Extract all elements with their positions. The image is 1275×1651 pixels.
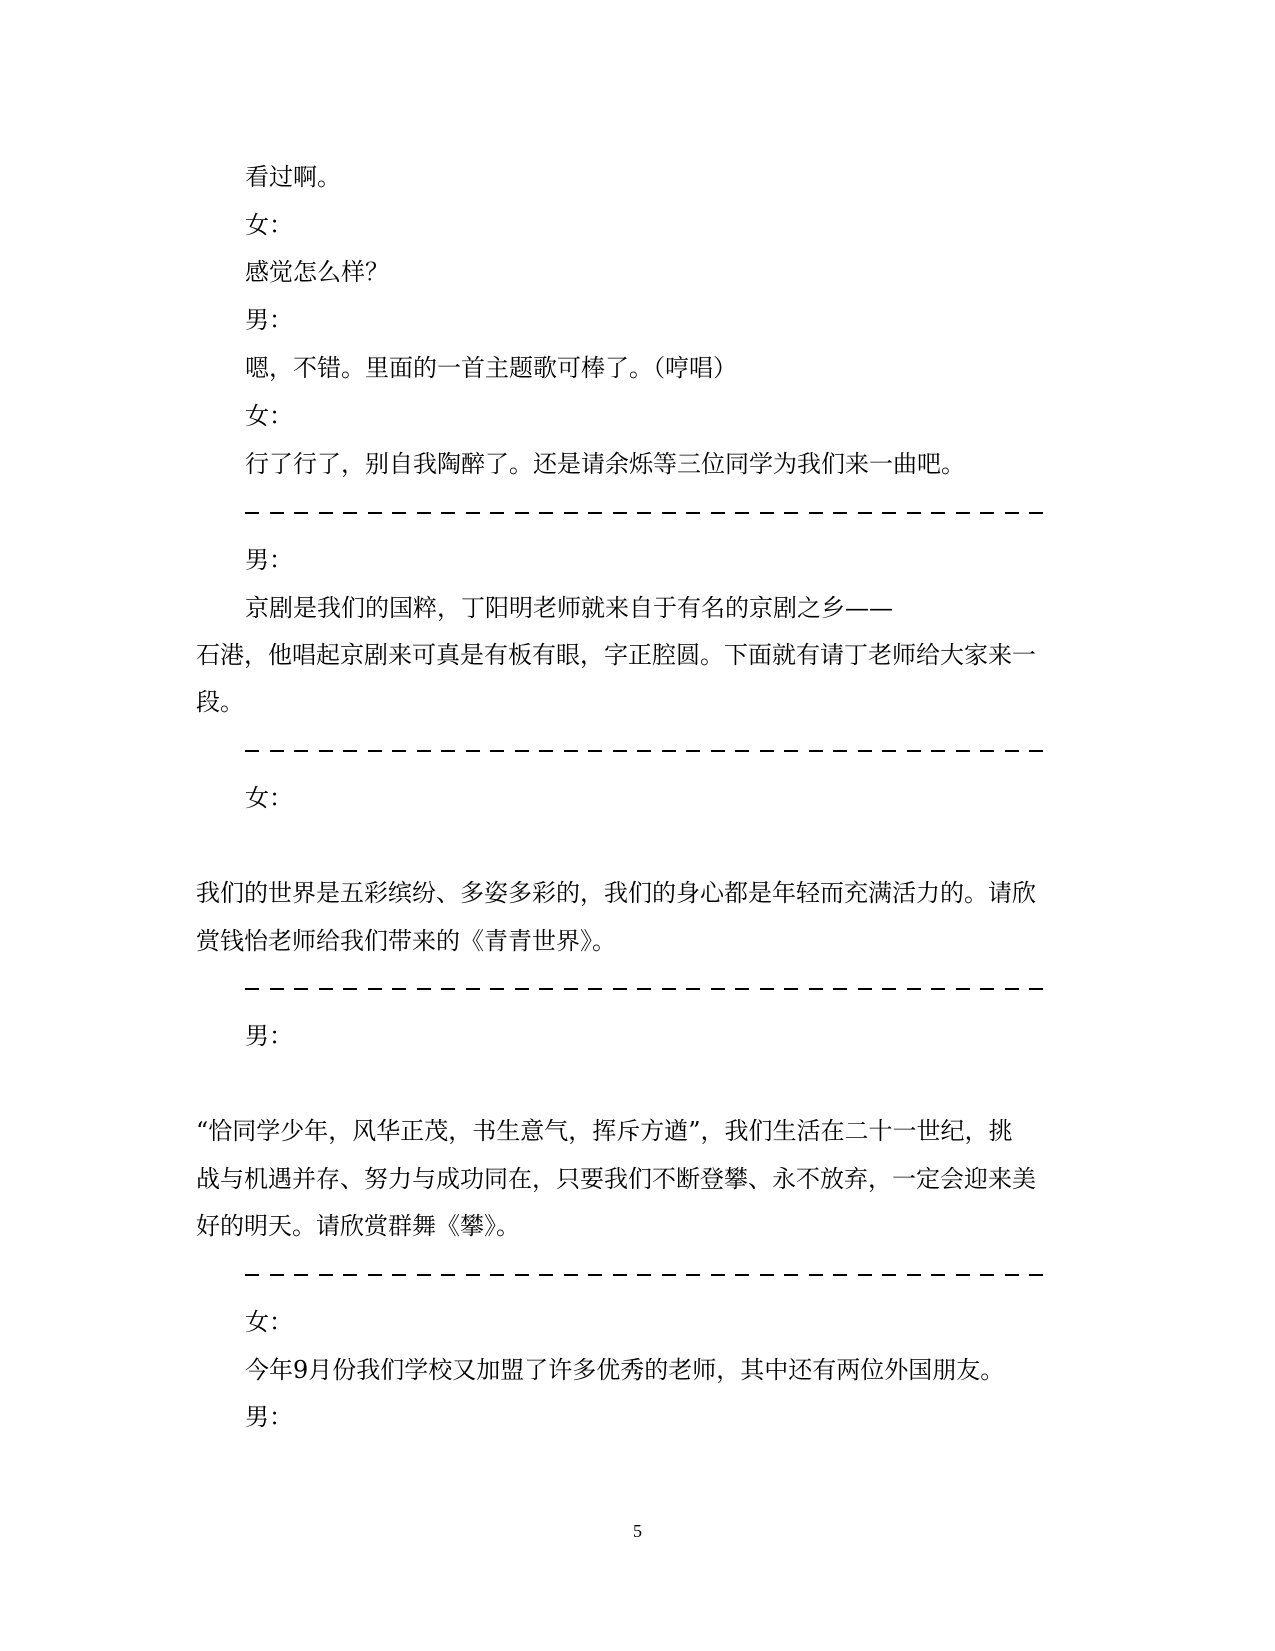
- divider-dash: [760, 512, 774, 514]
- page-number: 5: [633, 1521, 642, 1541]
- divider-dash: [882, 750, 896, 752]
- divider-dash: [515, 512, 529, 514]
- divider-dash: [662, 750, 676, 752]
- divider-dash: [368, 512, 382, 514]
- text-line: 好的明天。请欣赏群舞《攀》。: [196, 1212, 520, 1240]
- divider-dash: [931, 512, 945, 514]
- speaker-label: 男：: [245, 546, 293, 574]
- speaker-label: 女：: [245, 211, 293, 239]
- divider-dash: [368, 1274, 382, 1276]
- divider-dash: [907, 750, 921, 752]
- divider-dash: [270, 988, 284, 990]
- divider-dash: [809, 512, 823, 514]
- divider-dash: [294, 1274, 308, 1276]
- divider-dash: [907, 512, 921, 514]
- divider-dash: [760, 750, 774, 752]
- text-line: 赏钱怡老师给我们带来的《青青世界》。: [196, 927, 616, 955]
- divider-dash: [735, 1274, 749, 1276]
- divider-dash: [441, 1274, 455, 1276]
- divider-dash: [882, 1274, 896, 1276]
- divider-dash: [294, 512, 308, 514]
- divider-dash: [319, 512, 333, 514]
- divider-dash: [956, 988, 970, 990]
- speaker-label: 女：: [245, 402, 293, 430]
- divider-dash: [833, 988, 847, 990]
- divider-dash: [539, 512, 553, 514]
- divider-dash: [686, 750, 700, 752]
- divider-dash: [319, 988, 333, 990]
- divider-dash: [882, 988, 896, 990]
- divider-dash: [858, 988, 872, 990]
- divider-dash: [417, 750, 431, 752]
- text-line: 我们的世界是五彩缤纷、多姿多彩的，我们的身心都是年轻而充满活力的。请欣: [196, 879, 1036, 907]
- divider-dash: [882, 512, 896, 514]
- divider-dash: [1029, 750, 1043, 752]
- divider-dash: [466, 750, 480, 752]
- text-line: 今年9月份我们学校又加盟了许多优秀的老师，其中还有两位外国朋友。: [245, 1356, 1005, 1384]
- divider-dash: [637, 750, 651, 752]
- divider-dash: [1005, 1274, 1019, 1276]
- divider-dash: [1029, 512, 1043, 514]
- speaker-label: 女：: [245, 784, 293, 812]
- divider-dash: [245, 750, 259, 752]
- divider-dash: [490, 750, 504, 752]
- divider-dash: [956, 1274, 970, 1276]
- divider-dash: [270, 750, 284, 752]
- text-line: 段。: [196, 688, 244, 716]
- divider-dash: [858, 750, 872, 752]
- divider-dash: [931, 750, 945, 752]
- divider-dash: [711, 750, 725, 752]
- divider-dash: [809, 1274, 823, 1276]
- divider-dash: [931, 1274, 945, 1276]
- divider-dash: [539, 750, 553, 752]
- divider-dash: [564, 512, 578, 514]
- divider-dash: [294, 988, 308, 990]
- speaker-label: 女：: [245, 1308, 293, 1336]
- divider-dash: [588, 512, 602, 514]
- divider-dash: [343, 512, 357, 514]
- divider-dash: [539, 988, 553, 990]
- text-line: 看过啊。: [245, 163, 341, 191]
- divider-dash: [588, 750, 602, 752]
- divider-dash: [564, 1274, 578, 1276]
- divider-dash: [343, 750, 357, 752]
- divider-dash: [417, 512, 431, 514]
- divider-dash: [270, 512, 284, 514]
- text-line: 石港，他唱起京剧来可真是有板有眼，字正腔圆。下面就有请丁老师给大家来一: [196, 641, 1036, 669]
- divider-dash: [319, 1274, 333, 1276]
- text-line: 行了行了，别自我陶醉了。还是请余烁等三位同学为我们来一曲吧。: [245, 450, 965, 478]
- divider-dash: [613, 512, 627, 514]
- divider-dash: [343, 1274, 357, 1276]
- divider-dash: [270, 1274, 284, 1276]
- divider-dash: [858, 1274, 872, 1276]
- divider-dash: [907, 1274, 921, 1276]
- divider-dash: [686, 512, 700, 514]
- divider-dash: [613, 988, 627, 990]
- divider-dash: [784, 750, 798, 752]
- divider-dash: [466, 988, 480, 990]
- divider-dash: [564, 988, 578, 990]
- divider-dash: [1005, 988, 1019, 990]
- divider-dash: [833, 512, 847, 514]
- divider-dash: [319, 750, 333, 752]
- divider-dash: [735, 512, 749, 514]
- divider-dash: [662, 1274, 676, 1276]
- divider-dash: [245, 512, 259, 514]
- divider-dash: [564, 750, 578, 752]
- divider-dash: [956, 750, 970, 752]
- text-line: 嗯，不错。里面的一首主题歌可棒了。（哼唱）: [245, 354, 737, 382]
- divider-dash: [637, 1274, 651, 1276]
- section-divider: [245, 1259, 1065, 1289]
- divider-dash: [956, 512, 970, 514]
- divider-dash: [760, 1274, 774, 1276]
- divider-dash: [760, 988, 774, 990]
- divider-dash: [711, 988, 725, 990]
- divider-dash: [980, 750, 994, 752]
- divider-dash: [809, 988, 823, 990]
- divider-dash: [539, 1274, 553, 1276]
- divider-dash: [1029, 988, 1043, 990]
- divider-dash: [1005, 750, 1019, 752]
- divider-dash: [515, 750, 529, 752]
- divider-dash: [245, 1274, 259, 1276]
- divider-dash: [392, 750, 406, 752]
- divider-dash: [588, 1274, 602, 1276]
- divider-dash: [907, 988, 921, 990]
- divider-dash: [980, 512, 994, 514]
- divider-dash: [392, 1274, 406, 1276]
- divider-dash: [662, 988, 676, 990]
- divider-dash: [466, 1274, 480, 1276]
- divider-dash: [417, 1274, 431, 1276]
- divider-dash: [784, 1274, 798, 1276]
- section-divider: [245, 735, 1065, 765]
- divider-dash: [711, 512, 725, 514]
- divider-dash: [637, 988, 651, 990]
- divider-dash: [441, 750, 455, 752]
- divider-dash: [784, 512, 798, 514]
- divider-dash: [368, 750, 382, 752]
- divider-dash: [735, 988, 749, 990]
- divider-dash: [490, 1274, 504, 1276]
- divider-dash: [686, 988, 700, 990]
- divider-dash: [711, 1274, 725, 1276]
- divider-dash: [466, 512, 480, 514]
- divider-dash: [858, 512, 872, 514]
- divider-dash: [784, 988, 798, 990]
- divider-dash: [490, 512, 504, 514]
- divider-dash: [1005, 512, 1019, 514]
- divider-dash: [833, 750, 847, 752]
- speaker-label: 男：: [245, 1403, 293, 1431]
- divider-dash: [613, 1274, 627, 1276]
- divider-dash: [368, 988, 382, 990]
- divider-dash: [441, 512, 455, 514]
- divider-dash: [392, 988, 406, 990]
- divider-dash: [833, 1274, 847, 1276]
- divider-dash: [588, 988, 602, 990]
- speaker-label: 男：: [245, 306, 293, 334]
- divider-dash: [294, 750, 308, 752]
- divider-dash: [343, 988, 357, 990]
- divider-dash: [735, 750, 749, 752]
- section-divider: [245, 973, 1065, 1003]
- divider-dash: [441, 988, 455, 990]
- divider-dash: [515, 1274, 529, 1276]
- divider-dash: [417, 988, 431, 990]
- divider-dash: [662, 512, 676, 514]
- divider-dash: [515, 988, 529, 990]
- divider-dash: [809, 750, 823, 752]
- divider-dash: [245, 988, 259, 990]
- divider-dash: [637, 512, 651, 514]
- divider-dash: [490, 988, 504, 990]
- text-line: 战与机遇并存、努力与成功同在，只要我们不断登攀、永不放弃，一定会迎来美: [196, 1165, 1036, 1193]
- divider-dash: [931, 988, 945, 990]
- divider-dash: [980, 988, 994, 990]
- text-line: 感觉怎么样？: [245, 258, 389, 286]
- text-line: “恰同学少年，风华正茂，书生意气，挥斥方遒”，我们生活在二十一世纪，挑: [196, 1117, 1013, 1145]
- speaker-label: 男：: [245, 1022, 293, 1050]
- section-divider: [245, 497, 1065, 527]
- divider-dash: [686, 1274, 700, 1276]
- divider-dash: [980, 1274, 994, 1276]
- text-line: 京剧是我们的国粹，丁阳明老师就来自于有名的京剧之乡——: [245, 594, 893, 622]
- divider-dash: [613, 750, 627, 752]
- divider-dash: [392, 512, 406, 514]
- divider-dash: [1029, 1274, 1043, 1276]
